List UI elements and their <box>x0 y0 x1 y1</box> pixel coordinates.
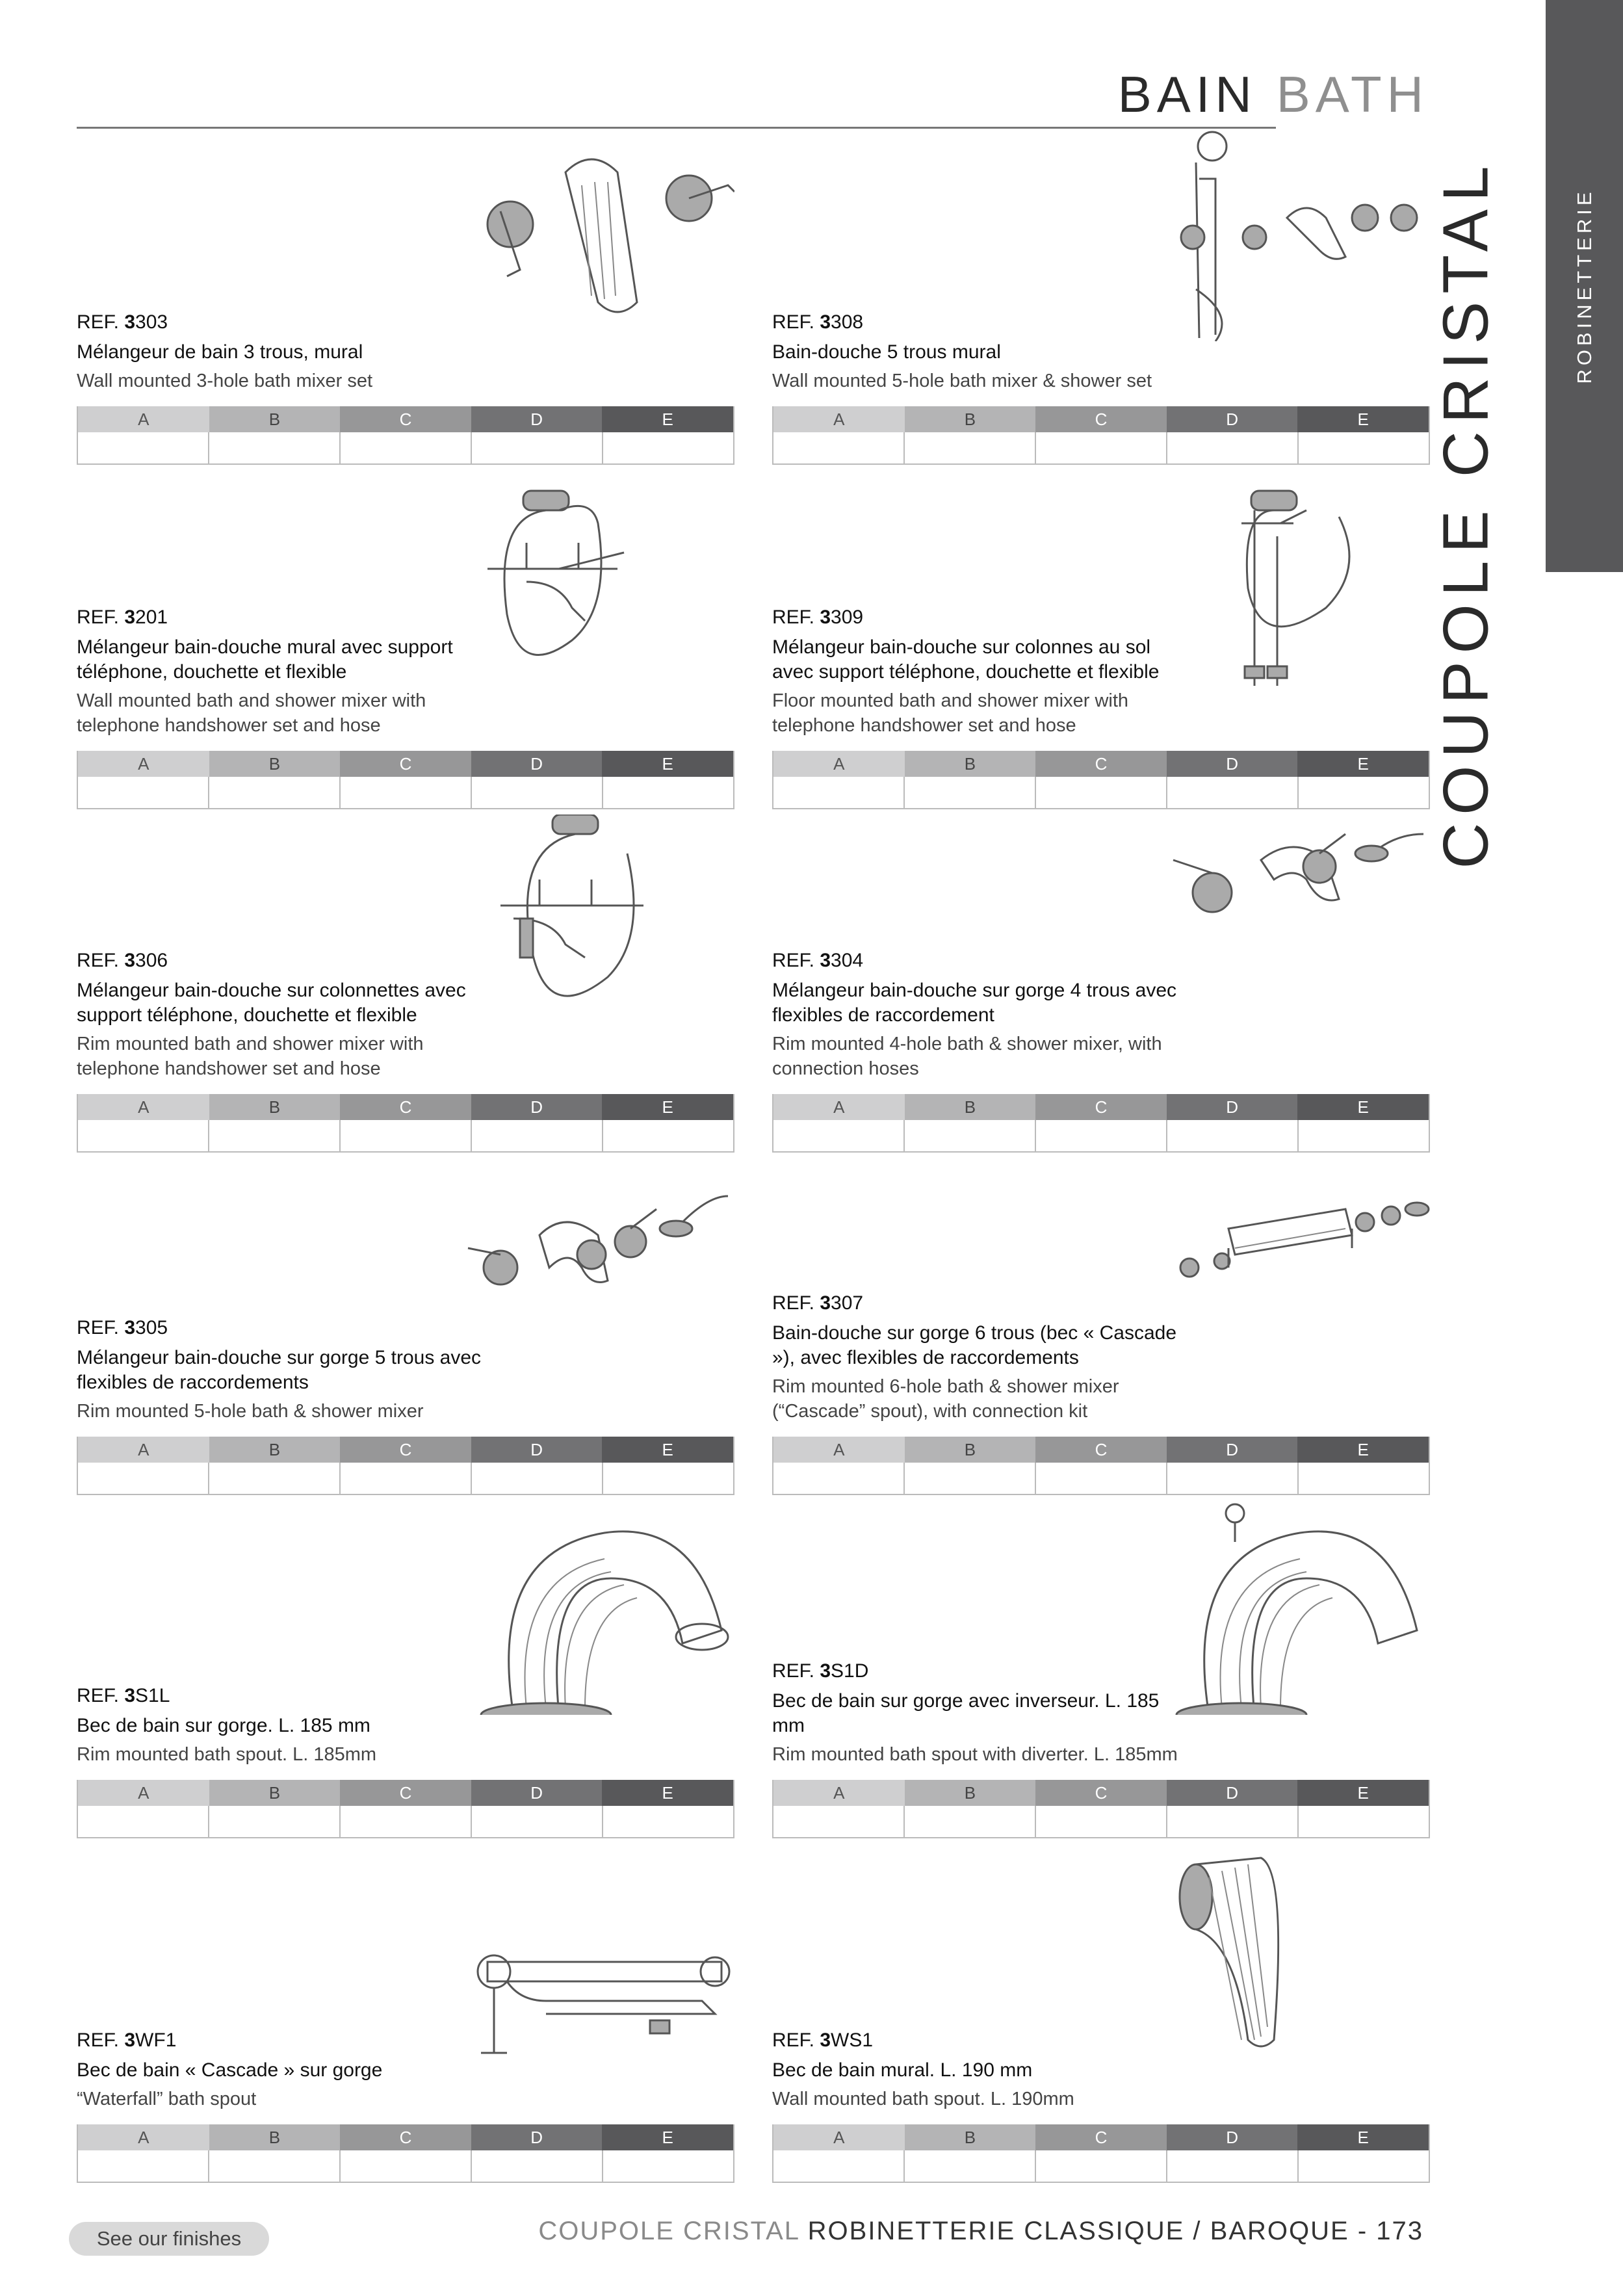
product-card <box>77 127 734 465</box>
collection-title: COUPOLE CRISTAL <box>1429 158 1501 869</box>
side-tab[interactable] <box>1546 0 1623 572</box>
finish-column-e: E <box>1297 1437 1429 1463</box>
finish-column-a: A <box>78 1094 209 1120</box>
finish-column-a: A <box>773 1094 905 1120</box>
finish-column-d: D <box>1167 1437 1298 1463</box>
finish-column-d: D <box>1167 1780 1298 1806</box>
product-name-en: Wall mounted 5-hole bath mixer & shower set <box>772 371 1152 391</box>
finish-cell[interactable] <box>603 1120 733 1151</box>
finish-cell[interactable] <box>603 2150 733 2182</box>
ref-rest: 303 <box>135 311 168 333</box>
finish-cell[interactable] <box>209 1463 341 1494</box>
footer-collection: COUPOLE CRISTAL <box>538 2217 799 2245</box>
finish-column-b: B <box>905 751 1036 777</box>
finish-column-c: C <box>340 1094 471 1120</box>
ref-bold: 3 <box>124 607 136 628</box>
product-ref <box>77 311 493 333</box>
finish-column-b: B <box>209 1780 341 1806</box>
finish-cell[interactable] <box>773 777 905 808</box>
wall-bath-spout-icon <box>1157 1845 1430 2059</box>
product-ref <box>77 2029 493 2052</box>
finish-column-b: B <box>209 1094 341 1120</box>
finish-column-d: D <box>471 406 603 432</box>
finish-column-a: A <box>773 2124 905 2150</box>
product-ref <box>772 1292 1188 1314</box>
finish-cell[interactable] <box>472 1806 603 1837</box>
finish-column-c: C <box>340 2124 471 2150</box>
finish-cell[interactable] <box>472 1463 603 1494</box>
finish-column-e: E <box>602 406 733 432</box>
product-name-en: Wall mounted bath and shower mixer with telephone handshower set and hose <box>77 690 426 736</box>
finish-column-d: D <box>471 1780 603 1806</box>
ref-rest: 308 <box>831 311 864 333</box>
finish-cell[interactable] <box>1299 2150 1429 2182</box>
finish-cell[interactable] <box>209 777 341 808</box>
finish-column-a: A <box>773 406 905 432</box>
finish-table <box>77 406 734 465</box>
finish-cell[interactable] <box>341 1463 472 1494</box>
product-card <box>772 1845 1430 2183</box>
product-name-en: Floor mounted bath and shower mixer with telephone handshower set and hose <box>772 690 1129 736</box>
finish-header-row <box>773 406 1429 432</box>
finish-column-c: C <box>1035 1780 1167 1806</box>
ref-rest: 305 <box>135 1317 168 1338</box>
finish-column-a: A <box>78 751 209 777</box>
finish-cell[interactable] <box>209 1120 341 1151</box>
finish-column-d: D <box>1167 2124 1298 2150</box>
ref-prefix: REF. <box>772 950 820 971</box>
finish-cell[interactable] <box>78 1120 209 1151</box>
finish-header-row <box>773 1094 1429 1120</box>
finish-column-d: D <box>1167 751 1298 777</box>
product-name-en: Rim mounted bath spout with diverter. L. 185mm <box>772 1744 1178 1765</box>
finish-cell[interactable] <box>1036 1120 1167 1151</box>
finish-cell[interactable] <box>905 2150 1036 2182</box>
finish-column-e: E <box>602 1780 733 1806</box>
finish-header-row <box>773 751 1429 777</box>
ref-rest: 309 <box>831 607 864 628</box>
ref-bold: 3 <box>124 1685 136 1706</box>
finish-column-a: A <box>78 2124 209 2150</box>
product-ref <box>77 950 493 972</box>
ref-bold: 3 <box>124 950 136 971</box>
finish-value-row <box>773 1120 1429 1151</box>
four-hole-rim-mixer-icon <box>1157 815 1430 1029</box>
finish-header-row <box>78 1094 733 1120</box>
ref-prefix: REF. <box>77 950 125 971</box>
ref-rest: S1L <box>135 1685 170 1706</box>
ref-bold: 3 <box>820 2029 831 2051</box>
finish-cell[interactable] <box>209 432 341 463</box>
finish-cell[interactable] <box>1167 2150 1299 2182</box>
product-ref <box>77 1317 493 1339</box>
finish-table <box>77 751 734 809</box>
ref-rest: 304 <box>831 950 864 971</box>
ref-bold: 3 <box>820 607 831 628</box>
finish-table <box>772 1780 1430 1838</box>
finish-column-d: D <box>1167 1094 1298 1120</box>
ref-bold: 3 <box>124 311 136 333</box>
finish-column-b: B <box>905 1094 1036 1120</box>
finish-column-d: D <box>471 2124 603 2150</box>
finish-cell[interactable] <box>78 1806 209 1837</box>
finish-cell[interactable] <box>341 777 472 808</box>
finish-column-d: D <box>1167 406 1298 432</box>
finish-cell[interactable] <box>1167 777 1299 808</box>
product-name-en: Rim mounted 5-hole bath & shower mixer <box>77 1401 424 1422</box>
finish-cell[interactable] <box>773 2150 905 2182</box>
product-name-en: “Waterfall” bath spout <box>77 2089 257 2109</box>
ref-bold: 3 <box>820 1660 831 1682</box>
page-number: 173 <box>1376 2217 1423 2245</box>
finish-column-e: E <box>602 751 733 777</box>
ref-prefix: REF. <box>77 311 125 333</box>
product-card <box>77 815 734 1153</box>
product-name-fr: Bain-douche 5 trous mural <box>772 341 1001 363</box>
title-en: BATH <box>1276 66 1429 123</box>
product-name-fr: Mélangeur bain-douche sur colonnettes avec support téléphone, douchette et flexible <box>77 980 466 1026</box>
finish-header-row <box>773 1437 1429 1463</box>
finish-column-c: C <box>1035 1437 1167 1463</box>
finish-column-b: B <box>905 2124 1036 2150</box>
product-ref <box>77 607 493 629</box>
finish-cell[interactable] <box>78 1463 209 1494</box>
floor-column-mixer-icon <box>1157 471 1430 686</box>
finish-column-d: D <box>471 1437 603 1463</box>
finish-table <box>772 751 1430 809</box>
see-finishes-button[interactable]: See our finishes <box>69 2222 269 2256</box>
product-name-en: Rim mounted bath spout. L. 185mm <box>77 1744 377 1765</box>
finish-value-row <box>78 1120 733 1151</box>
ref-rest: WS1 <box>831 2029 874 2051</box>
finish-column-d: D <box>471 751 603 777</box>
finish-table <box>77 1437 734 1495</box>
finish-cell[interactable] <box>1299 1463 1429 1494</box>
ref-bold: 3 <box>820 1292 831 1314</box>
finish-value-row <box>773 777 1429 808</box>
finish-table <box>772 1094 1430 1153</box>
ref-prefix: REF. <box>77 1317 125 1338</box>
finish-value-row <box>773 432 1429 463</box>
finish-column-b: B <box>209 751 341 777</box>
finish-cell[interactable] <box>1036 432 1167 463</box>
finish-column-e: E <box>1297 751 1429 777</box>
finish-cell[interactable] <box>472 432 603 463</box>
ref-prefix: REF. <box>772 607 820 628</box>
product-name-fr: Bec de bain sur gorge. L. 185 mm <box>77 1715 370 1736</box>
finish-value-row <box>78 777 733 808</box>
finish-value-row <box>78 2150 733 2182</box>
finish-column-e: E <box>1297 406 1429 432</box>
five-hole-wall-shower-icon <box>1157 127 1430 341</box>
finish-column-c: C <box>1035 1094 1167 1120</box>
product-card <box>772 1500 1430 1838</box>
finish-cell[interactable] <box>603 1463 733 1494</box>
product-name-fr: Bec de bain « Cascade » sur gorge <box>77 2059 383 2081</box>
five-hole-rim-mixer-icon <box>461 1157 734 1372</box>
finish-column-a: A <box>773 1780 905 1806</box>
ref-prefix: REF. <box>772 1660 820 1682</box>
product-name-fr: Mélangeur bain-douche mural avec support téléphone, douchette et flexible <box>77 636 453 683</box>
product-ref <box>772 1660 1188 1682</box>
ref-bold: 3 <box>124 2029 136 2051</box>
finish-cell[interactable] <box>78 2150 209 2182</box>
finish-cell[interactable] <box>472 2150 603 2182</box>
finish-cell[interactable] <box>341 1806 472 1837</box>
ref-prefix: REF. <box>77 607 125 628</box>
finish-value-row <box>78 1806 733 1837</box>
product-ref <box>772 311 1188 333</box>
finish-cell[interactable] <box>1036 1806 1167 1837</box>
finish-column-b: B <box>209 2124 341 2150</box>
finish-cell[interactable] <box>1167 1806 1299 1837</box>
finish-cell[interactable] <box>773 1806 905 1837</box>
product-card <box>772 471 1430 809</box>
product-name-en: Rim mounted 6-hole bath & shower mixer (“Cascade” spout), with connection kit <box>772 1376 1119 1422</box>
finish-cell[interactable] <box>1167 432 1299 463</box>
ref-rest: 306 <box>135 950 168 971</box>
product-ref <box>772 950 1188 972</box>
finish-cell[interactable] <box>905 1463 1036 1494</box>
finish-column-c: C <box>340 406 471 432</box>
finish-column-c: C <box>340 751 471 777</box>
product-name-en: Wall mounted 3-hole bath mixer set <box>77 371 373 391</box>
finish-cell[interactable] <box>78 432 209 463</box>
finish-cell[interactable] <box>773 1463 905 1494</box>
waterfall-spout-icon <box>461 1845 734 2059</box>
product-name-fr: Bec de bain sur gorge avec inverseur. L. 185 mm <box>772 1690 1160 1736</box>
finish-table <box>772 1437 1430 1495</box>
finish-header-row <box>773 2124 1429 2150</box>
product-name-en: Rim mounted 4-hole bath & shower mixer, with connection hoses <box>772 1034 1162 1079</box>
product-ref <box>77 1685 493 1707</box>
ref-rest: WF1 <box>135 2029 177 2051</box>
finish-column-b: B <box>209 1437 341 1463</box>
product-card <box>772 127 1430 465</box>
finish-header-row <box>78 2124 733 2150</box>
finish-column-b: B <box>905 406 1036 432</box>
finish-cell[interactable] <box>209 2150 341 2182</box>
ref-rest: S1D <box>831 1660 869 1682</box>
ref-rest: 307 <box>831 1292 864 1314</box>
product-name-fr: Mélangeur bain-douche sur colonnes au sol avec support téléphone, douchette et flexible <box>772 636 1160 683</box>
product-name-en: Rim mounted bath and shower mixer with telephone handshower set and hose <box>77 1034 424 1079</box>
ref-prefix: REF. <box>772 311 820 333</box>
finish-cell[interactable] <box>341 1120 472 1151</box>
finish-cell[interactable] <box>603 1806 733 1837</box>
finish-header-row <box>773 1780 1429 1806</box>
product-name-fr: Bain-douche sur gorge 6 trous (bec « Cascade »), avec flexibles de raccordements <box>772 1322 1177 1368</box>
product-name-en: Wall mounted bath spout. L. 190mm <box>772 2089 1074 2109</box>
product-ref <box>772 607 1188 629</box>
footer-category: ROBINETTERIE CLASSIQUE / BAROQUE <box>807 2217 1349 2245</box>
finish-value-row <box>78 1463 733 1494</box>
finish-column-c: C <box>1035 751 1167 777</box>
finish-value-row <box>773 1463 1429 1494</box>
finish-column-b: B <box>905 1780 1036 1806</box>
finish-cell[interactable] <box>1299 1120 1429 1151</box>
finish-column-d: D <box>471 1094 603 1120</box>
page-title <box>780 65 1429 124</box>
finish-cell[interactable] <box>341 2150 472 2182</box>
finish-header-row <box>78 1780 733 1806</box>
finish-cell[interactable] <box>1299 1806 1429 1837</box>
finish-column-b: B <box>905 1437 1036 1463</box>
finish-header-row <box>78 751 733 777</box>
footer-separator: - <box>1357 2217 1377 2245</box>
finish-cell[interactable] <box>603 777 733 808</box>
finish-cell[interactable] <box>905 1806 1036 1837</box>
wall-telephone-mixer-icon <box>461 471 734 686</box>
ref-prefix: REF. <box>77 2029 125 2051</box>
product-name-fr: Mélangeur de bain 3 trous, mural <box>77 341 363 363</box>
product-card <box>77 1157 734 1495</box>
finish-cell[interactable] <box>773 432 905 463</box>
finish-header-row <box>78 406 733 432</box>
product-name-fr: Bec de bain mural. L. 190 mm <box>772 2059 1033 2081</box>
finish-cell[interactable] <box>209 1806 341 1837</box>
finish-cell[interactable] <box>1167 1463 1299 1494</box>
finish-value-row <box>773 2150 1429 2182</box>
finish-cell[interactable] <box>78 777 209 808</box>
finish-cell[interactable] <box>603 432 733 463</box>
ref-rest: 201 <box>135 607 168 628</box>
product-name-fr: Mélangeur bain-douche sur gorge 4 trous avec flexibles de raccordement <box>772 980 1177 1026</box>
ref-prefix: REF. <box>772 1292 820 1314</box>
ref-bold: 3 <box>820 950 831 971</box>
product-card <box>772 1157 1430 1495</box>
finish-column-e: E <box>1297 1780 1429 1806</box>
finish-cell[interactable] <box>472 1120 603 1151</box>
three-hole-wall-mixer-icon <box>461 127 734 341</box>
product-card <box>77 1845 734 2183</box>
rim-bath-spout-icon <box>461 1500 734 1715</box>
finish-column-a: A <box>78 406 209 432</box>
finish-cell[interactable] <box>1036 2150 1167 2182</box>
six-hole-cascade-mixer-icon <box>1157 1157 1430 1372</box>
product-card <box>77 1500 734 1838</box>
footer <box>455 2217 1423 2246</box>
finish-header-row <box>78 1437 733 1463</box>
finish-cell[interactable] <box>905 432 1036 463</box>
finish-column-a: A <box>78 1780 209 1806</box>
finish-cell[interactable] <box>341 432 472 463</box>
finish-cell[interactable] <box>1036 1463 1167 1494</box>
finish-value-row <box>78 432 733 463</box>
rim-spout-diverter-icon <box>1157 1500 1430 1715</box>
finish-cell[interactable] <box>1167 1120 1299 1151</box>
ref-bold: 3 <box>820 311 831 333</box>
finish-column-e: E <box>602 1094 733 1120</box>
finish-column-c: C <box>340 1437 471 1463</box>
finish-cell[interactable] <box>1299 777 1429 808</box>
rim-telephone-mixer-icon <box>461 815 734 1029</box>
finish-column-e: E <box>1297 2124 1429 2150</box>
ref-bold: 3 <box>124 1317 136 1338</box>
finish-table <box>772 2124 1430 2183</box>
product-name-fr: Mélangeur bain-douche sur gorge 5 trous avec flexibles de raccordements <box>77 1347 482 1393</box>
finish-column-e: E <box>602 2124 733 2150</box>
finish-column-a: A <box>773 1437 905 1463</box>
finish-cell[interactable] <box>1299 432 1429 463</box>
product-ref <box>772 2029 1188 2052</box>
finish-column-a: A <box>773 751 905 777</box>
finish-column-e: E <box>1297 1094 1429 1120</box>
finish-table <box>77 2124 734 2183</box>
finish-column-c: C <box>340 1780 471 1806</box>
finish-cell[interactable] <box>1036 777 1167 808</box>
ref-prefix: REF. <box>77 1685 125 1706</box>
finish-cell[interactable] <box>905 1120 1036 1151</box>
product-card <box>77 471 734 809</box>
finish-column-a: A <box>78 1437 209 1463</box>
title-fr: BAIN <box>1117 66 1257 123</box>
finish-table <box>77 1780 734 1838</box>
finish-cell[interactable] <box>905 777 1036 808</box>
product-card <box>772 815 1430 1153</box>
finish-column-b: B <box>209 406 341 432</box>
side-tab-label: ROBINETTERIE <box>1572 188 1596 384</box>
finish-column-c: C <box>1035 406 1167 432</box>
finish-table <box>77 1094 734 1153</box>
finish-column-e: E <box>602 1437 733 1463</box>
ref-prefix: REF. <box>772 2029 820 2051</box>
finish-cell[interactable] <box>773 1120 905 1151</box>
finish-value-row <box>773 1806 1429 1837</box>
finish-cell[interactable] <box>472 777 603 808</box>
finish-column-c: C <box>1035 2124 1167 2150</box>
finish-table <box>772 406 1430 465</box>
